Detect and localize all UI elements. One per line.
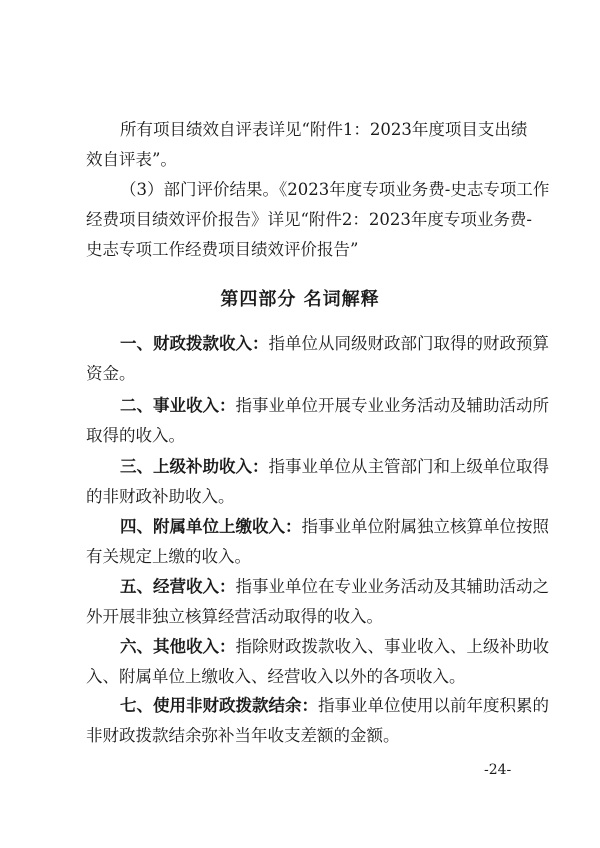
text-line: 效自评表”。 <box>86 150 177 169</box>
definition-first-line <box>120 573 549 601</box>
definition-text: 的非财政补助收入。 <box>86 487 235 506</box>
definition-first-line <box>120 633 549 661</box>
definition-text: 取得的收入。 <box>86 426 185 445</box>
definition-first-line <box>120 513 549 541</box>
definition-text: 有关规定上缴的收入。 <box>86 547 251 566</box>
definition-text: 入、附属单位上缴收入、经营收入以外的各项收入。 <box>86 667 466 686</box>
definition-first-line <box>120 330 549 358</box>
definition-text: 指事业单位从主管部门和上级单位取得 <box>268 457 549 476</box>
definition-term: 五、经营收入： <box>120 577 236 596</box>
definition-first-line <box>120 453 549 481</box>
definition-first-line <box>120 692 549 720</box>
definition-term: 六、其他收入： <box>120 637 236 656</box>
definition-term: 三、上级补助收入： <box>120 457 269 476</box>
text-line: 经费项目绩效评价报告》详见“附件2：2023年度专项业务费- <box>86 210 532 229</box>
definition-term: 一、财政拨款收入： <box>120 334 269 353</box>
definition-text: 指单位从同级财政部门取得的财政预算 <box>268 334 549 353</box>
text-line: 所有项目绩效自评表详见“附件1：2023年度项目支出绩 <box>120 120 528 139</box>
definition-text: 指事业单位附属独立核算单位按照 <box>301 517 549 536</box>
definition-text: 指事业单位开展专业业务活动及辅助活动所 <box>235 396 549 415</box>
page-number: -24- <box>484 762 512 778</box>
definition-text: 外开展非独立核算经营活动取得的收入。 <box>86 607 383 626</box>
definition-term: 四、附属单位上缴收入： <box>120 517 302 536</box>
section-title: 第四部分 名词解释 <box>220 289 380 310</box>
text-line: （3）部门评价结果。《2023年度专项业务费-史志专项工作 <box>120 180 550 199</box>
definition-first-line <box>120 392 549 420</box>
definition-term: 七、使用非财政拨款结余： <box>120 696 318 715</box>
definition-text: 资金。 <box>86 364 136 383</box>
definition-text: 指事业单位在专业业务活动及其辅助活动之 <box>235 577 549 596</box>
definition-text: 非财政拨款结余弥补当年收支差额的金额。 <box>86 726 400 745</box>
definition-text: 指事业单位使用以前年度积累的 <box>318 696 549 715</box>
definition-text: 指除财政拨款收入、事业收入、上级补助收 <box>235 637 549 656</box>
definition-term: 二、事业收入： <box>120 396 236 415</box>
text-line: 史志专项工作经费项目绩效评价报告” <box>86 240 359 259</box>
